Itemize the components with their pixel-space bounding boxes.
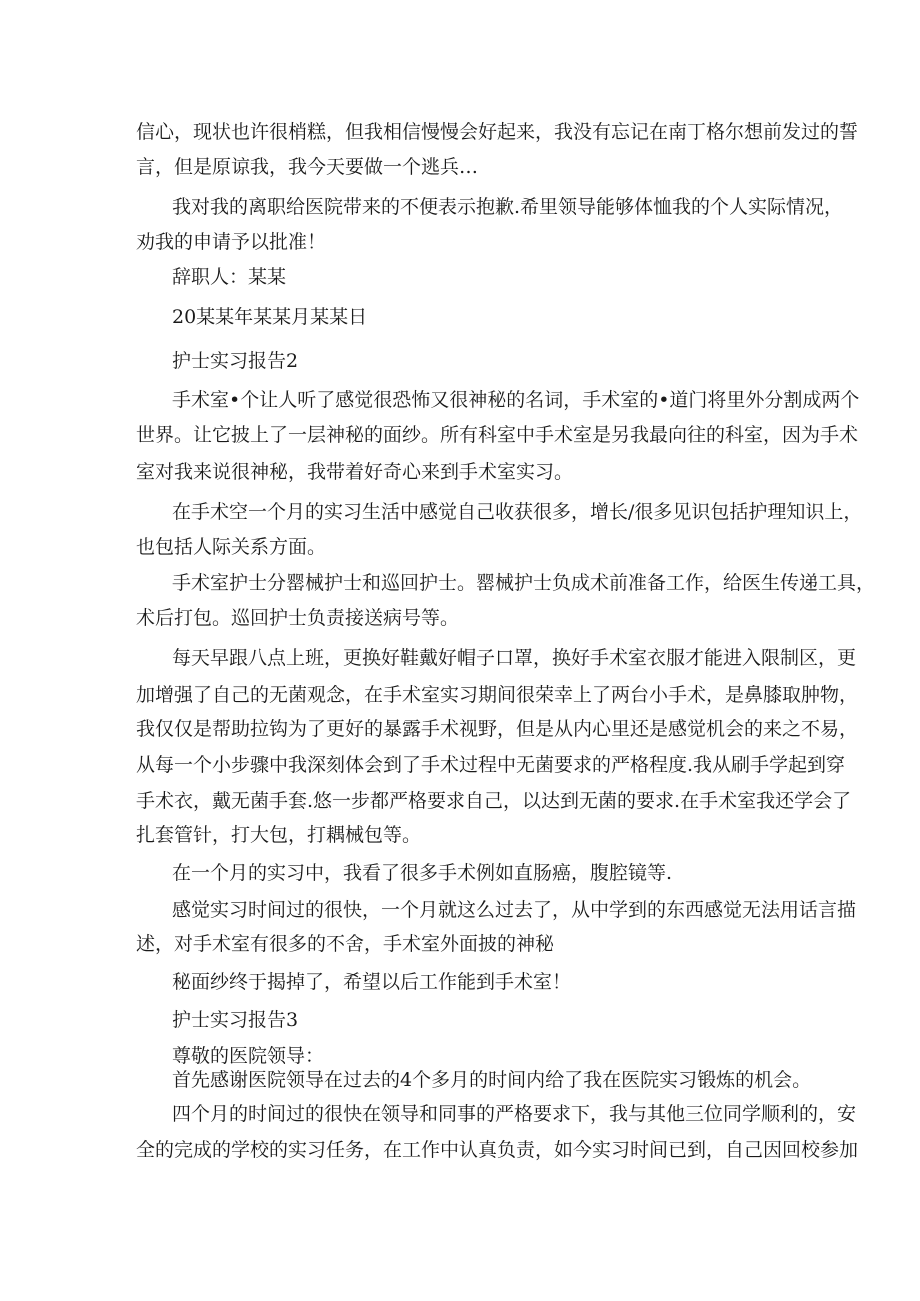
signature-line: 辞职人：某某 [172,266,287,288]
text-line: 我对我的离职给医院带来的不便表示抱歉.希里领导能够体恤我的个人实际情况， [172,196,844,218]
text-line: 在手术空一个月的实习生活中感觉自己收获很多，增长/很多见识包括护理知识上， [172,501,863,523]
text-line: 我仅仅是帮助拉钩为了更好的暴露手术视野，但是从内心里还是感觉机会的来之不易， [136,718,859,740]
text-line: 首先感谢医院领导在过去的4个多月的时间内给了我在医院实习锻炼的机会。 [172,1069,812,1091]
text-line: 信心，现状也许很梢糕，但我相信慢慢会好起来，我没有忘记在南丁格尔想前发过的誓 [136,121,859,143]
text-line: 每天早跟八点上班，更换好鞋戴好帽子口罩，换好手术室衣服才能进入限制区，更 [172,647,857,669]
section-heading: 护士实习报告2 [172,350,299,372]
section-heading: 护士实习报告3 [172,1009,299,1031]
text-line: 室对我来说很神秘，我带着好奇心来到手术室实习。 [136,461,574,483]
text-line: 感觉实习时间过的很快，一个月就这么过去了，从中学到的东西感觉无法用话言描 [172,899,857,921]
text-line: 劝我的申请予以批准！ [136,231,327,253]
text-line: 在一个月的实习中，我看了很多手术例如直肠癌，腹腔镜等. [172,862,673,884]
text-line: 述，对手术室有很多的不舍，手术室外面披的神秘 [136,933,555,955]
text-line: 手术室护士分罂械护士和巡回护士。罂械护士负成术前准备工作，给医生传递工具， [172,572,876,594]
text-line: 也包括人际关系方面。 [136,536,327,558]
text-line: 全的完成的学校的实习任务，在工作中认真负责，如今实习时间已到，自己因回校参加 [136,1139,859,1161]
text-line: 四个月的时间过的很快在领导和同事的严格要求下，我与其他三位同学顺利的，安 [172,1103,857,1125]
text-line: 世界。让它披上了一层神秘的面纱。所有科室中手术室是另我最向往的科室，因为手术 [136,424,859,446]
text-line: 秘面纱终于揭掉了，希望以后工作能到手术室！ [172,971,572,993]
text-line: 术后打包。巡回护士负责接送病号等。 [136,607,460,629]
text-line: 从每一个小步骤中我深刻体会到了手术过程中无菌要求的严格程度.我从刷手学起到穿 [136,754,846,776]
salutation: 尊敬的医院领导： [172,1045,325,1067]
text-line: 扎套管针，打大包，打耦械包等。 [136,824,422,846]
text-line: 手术室•个让人听了感觉很恐怖又很神秘的名词，手术室的•道门将里外分割成两个 [172,389,860,411]
text-line: 言，但是原谅我，我今天要做一个逃兵… [136,156,479,178]
date-line: 20某某年某某月某某日 [172,306,368,328]
text-line: 加增强了自己的无菌观念，在手术室实习期间很荣幸上了两台小手术，是鼻膝取肿物， [136,684,859,706]
text-line: 手术衣，戴无菌手套.悠一步都严格要求自己，以达到无菌的要求.在手术室我还学会了 [136,790,852,812]
